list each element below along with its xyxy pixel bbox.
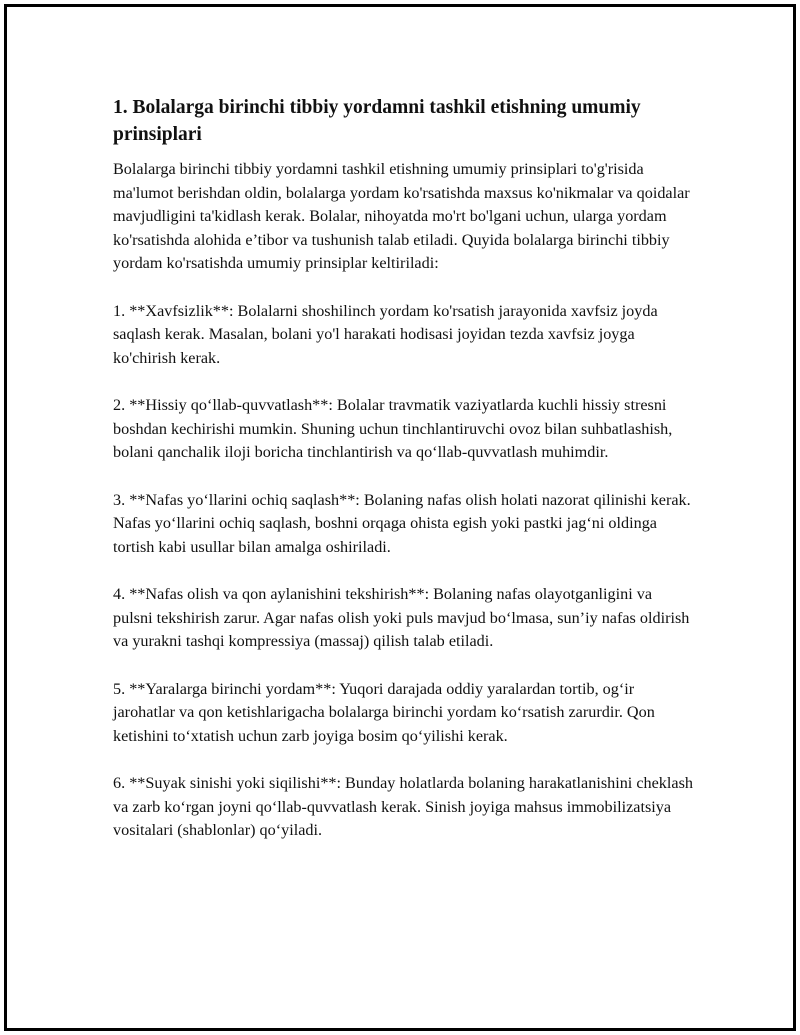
intro-paragraph: Bolalarga birinchi tibbiy yordamni tashkil etishning umumiy prinsiplari to'g'risida ma'lumot berishdan oldin, bolalarga yordam ko'rsatishda maxsus ko'nikmalar va qoidalar mavjudligini ta'kidlash kerak. Bolalar, nihoyatda mo'rt bo'lgani uchun, ularga yordam ko'rsatishda alohida e’tibor va tushunish talab etiladi. Quyida bolalarga birinchi tibbiy yordam ko'rsatishda umumiy prinsiplar keltiriladi: xyxy=(113,160,690,272)
principle-safety: 1. **Xavfsizlik**: Bolalarni shoshilinch yordam ko'rsatish jarayonida xavfsiz joyda saqlash kerak. Masalan, bolani yo'l harakati hodisasi joyidan tezda xavfsiz joyga ko'chirish kerak. xyxy=(113,301,658,367)
document-title: 1. Bolalarga birinchi tibbiy yordamni tashkil etishning umumiy prinsiplari xyxy=(113,97,641,145)
principle-breathing-circulation: 4. **Nafas olish va qon aylanishini tekshirish**: Bolaning nafas olayotganligini va pulsni tekshirish zarur. Agar nafas olish yoki puls mavjud bo‘lmasa, sun’iy nafas oldirish va yurakni tashqi kompressiya (massaj) qilish talab etiladi. xyxy=(113,585,690,650)
principle-fracture: 6. **Suyak sinishi yoki siqilishi**: Bunday holatlarda bolaning harakatlanishini cheklash va zarb ko‘rgan joyni qo‘llab-quvvatlash kerak. Sinish joyiga mahsus immobilizatsiya vositalari (shablonlar) qo‘yiladi. xyxy=(113,774,693,839)
document-body xyxy=(113,94,693,867)
principle-airway: 3. **Nafas yo‘llarini ochiq saqlash**: Bolaning nafas olish holati nazorat qilinishi kerak. Nafas yo‘llarini ochiq saqlash, boshni orqaga ohista egish yoki pastki jag‘ni oldinga tortish kabi usullar bilan amalga oshiriladi. xyxy=(113,490,691,556)
principle-emotional-support: 2. **Hissiy qo‘llab-quvvatlash**: Bolalar travmatik vaziyatlarda kuchli hissiy stresni boshdan kechirishi mumkin. Shuning uchun tinchlantiruvchi ovoz bilan suhbatlashish, bolani qanchalik iloji boricha tinchlantirish va qo‘llab-quvvatlash muhimdir. xyxy=(113,396,673,461)
principle-wound-care: 5. **Yaralarga birinchi yordam**: Yuqori darajada oddiy yaralardan tortib, og‘ir jarohatlar va qon ketishlarigacha bolalarga birinchi yordam ko‘rsatish zarurdir. Qon ketishini to‘xtatish uchun zarb joyiga bosim qo‘yilishi kerak. xyxy=(113,679,655,745)
